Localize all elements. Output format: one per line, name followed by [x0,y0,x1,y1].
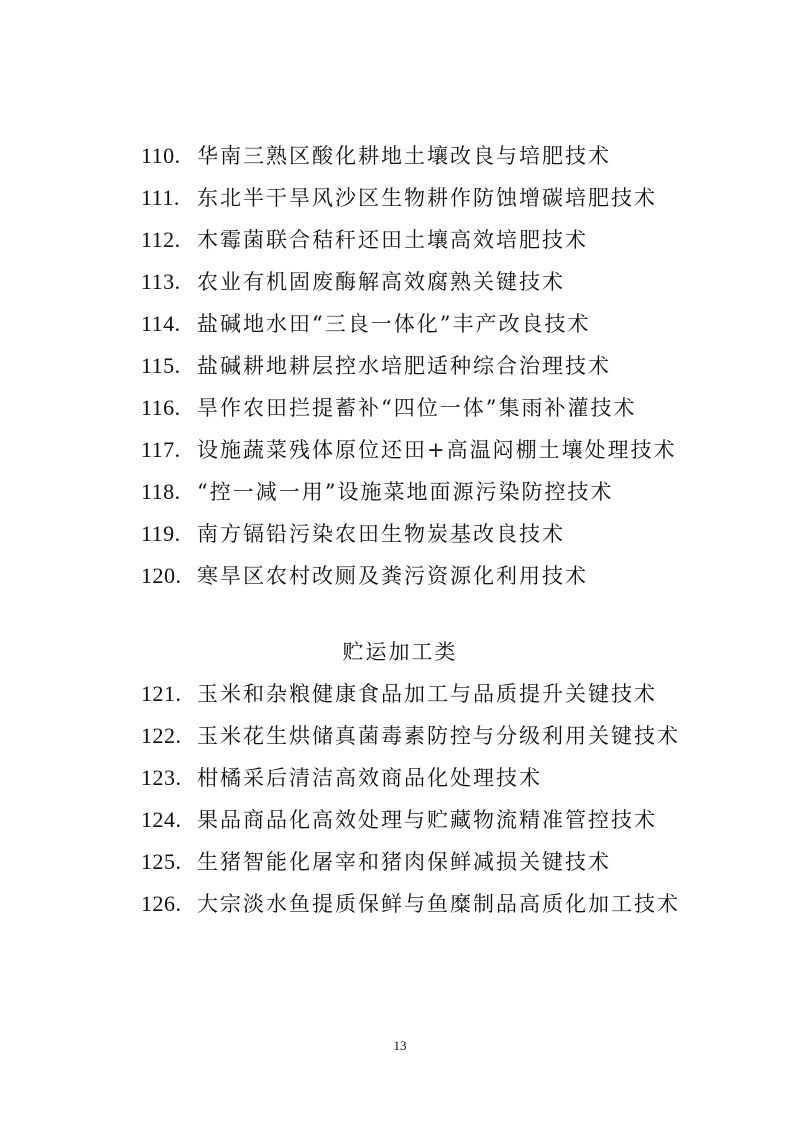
item-number: 125. [141,849,182,874]
item-text: 大宗淡水鱼提质保鲜与鱼糜制品高质化加工技术 [197,892,680,916]
item-text: 玉米和杂粮健康食品加工与品质提升关键技术 [197,682,657,706]
list-item [141,799,680,841]
list-item [141,345,677,387]
item-number: 118. [141,479,181,504]
list-item [141,471,677,513]
item-number: 123. [141,765,182,790]
list-item [141,135,677,177]
technology-list-part2 [141,673,680,925]
list-item [141,841,680,883]
list-item [141,513,677,555]
item-number: 115. [141,353,181,378]
item-number: 126. [141,891,182,916]
item-number: 114. [141,311,181,336]
item-number: 116. [141,395,181,420]
list-item [141,555,677,597]
list-item [141,757,680,799]
item-text: 盐碱地水田“三良一体化”丰产改良技术 [197,312,591,336]
list-item [141,429,677,471]
list-item [141,261,677,303]
section-heading: 贮运加工类 [342,640,458,664]
item-number: 121. [141,681,182,706]
item-number: 120. [141,563,182,588]
item-number: 122. [141,723,182,748]
item-number: 112. [141,227,181,252]
item-text: 盐碱耕地耕层控水培肥适种综合治理技术 [197,354,611,378]
page-number: 13 [393,1038,407,1053]
list-item [141,387,677,429]
list-item [141,883,680,925]
list-item [141,177,677,219]
item-text: 旱作农田拦提蓄补“四位一体”集雨补灌技术 [197,396,637,420]
list-item [141,219,677,261]
item-number: 110. [141,143,181,168]
item-text: 华南三熟区酸化耕地土壤改良与培肥技术 [197,144,611,168]
item-number: 124. [141,807,182,832]
technology-list-part1 [141,135,677,597]
item-text: 农业有机固废酶解高效腐熟关键技术 [197,270,565,294]
item-text: 木霉菌联合秸秆还田土壤高效培肥技术 [197,228,588,252]
item-text: 柑橘采后清洁高效商品化处理技术 [197,766,542,790]
item-number: 117. [141,437,181,462]
item-text: 东北半干旱风沙区生物耕作防蚀增碳培肥技术 [197,186,657,210]
item-number: 113. [141,269,181,294]
item-number: 111. [141,185,180,210]
item-text: 玉米花生烘储真菌毒素防控与分级利用关键技术 [197,724,680,748]
item-text: 南方镉铅污染农田生物炭基改良技术 [197,522,565,546]
item-text: 果品商品化高效处理与贮藏物流精准管控技术 [197,808,657,832]
list-item [141,715,680,757]
list-item [141,303,677,345]
item-text: 生猪智能化屠宰和猪肉保鲜减损关键技术 [197,850,611,874]
list-item [141,673,680,715]
item-text: 寒旱区农村改厕及粪污资源化利用技术 [197,564,588,588]
item-text: 设施蔬菜残体原位还田+高温闷棚土壤处理技术 [197,438,677,462]
item-number: 119. [141,521,181,546]
item-text: “控一减一用”设施菜地面源污染防控技术 [197,480,614,504]
